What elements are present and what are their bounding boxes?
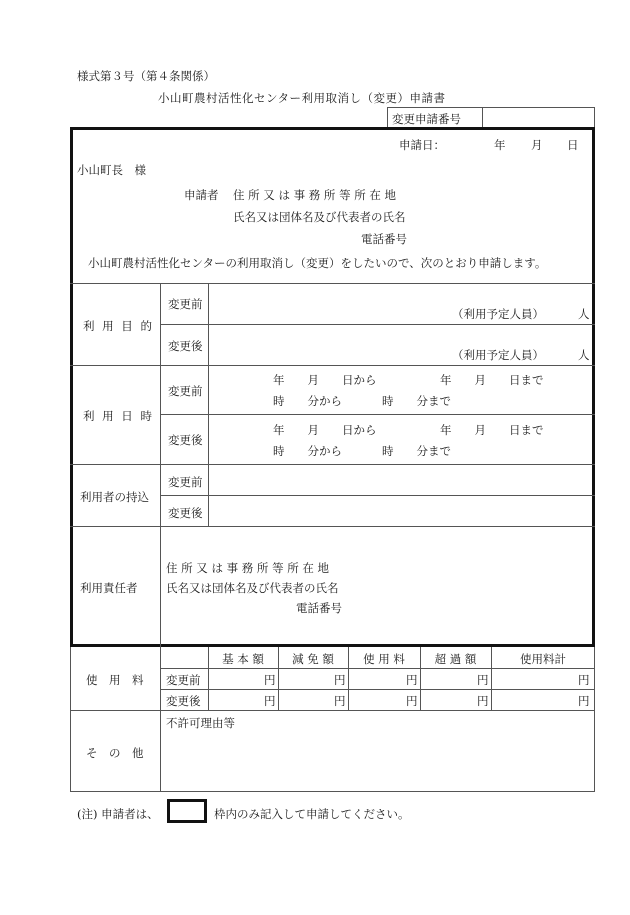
application-statement: 小山町農村活性化センターの利用取消し（変更）をしたいので、次のとおり申請します。: [88, 256, 547, 270]
fee-yen: 円: [264, 673, 276, 687]
people-unit-after: 人: [578, 348, 590, 362]
fee-yen: 円: [578, 673, 590, 687]
datetime-after-to-date: 年 月 日まで: [440, 423, 544, 437]
date-month: 月: [531, 138, 543, 152]
fees-label: 使 用 料: [86, 673, 144, 687]
purpose-label: 利 用 目 的: [83, 319, 154, 333]
date-day: 日: [567, 138, 579, 152]
fee-yen: 円: [334, 673, 346, 687]
responsible-address-label: 住 所 又 は 事 務 所 等 所 在 地: [166, 561, 330, 575]
fee-yen: 円: [406, 673, 418, 687]
thick-frame-sample-icon: [167, 799, 207, 823]
expected-people-label-after: （利用予定人員）: [452, 348, 544, 362]
footer-note-suffix: 枠内のみ記入して申請してください。: [214, 807, 410, 821]
fee-col-usage: 使 用 料: [363, 652, 405, 666]
fee-yen: 円: [477, 694, 489, 708]
applicant-label: 申請者: [184, 188, 219, 202]
applicant-phone-label: 電話番号: [361, 232, 407, 246]
datetime-after-label: 変更後: [168, 433, 203, 447]
datetime-before-from-time: 時 分から: [273, 394, 342, 408]
expected-people-label: （利用予定人員）: [452, 307, 544, 321]
datetime-after-from-date: 年 月 日から: [273, 423, 377, 437]
application-number-label: 変更申請番号: [392, 112, 461, 126]
other-label: そ の 他: [86, 746, 144, 760]
datetime-before-to-date: 年 月 日まで: [440, 373, 544, 387]
fee-row-after-label: 変更後: [166, 694, 201, 708]
purpose-after-field[interactable]: [212, 327, 442, 363]
applicant-address-label: 住 所 又 は 事 務 所 等 所 在 地: [233, 188, 397, 202]
belongings-after-field[interactable]: [212, 498, 590, 524]
addressee: 小山町長 様: [77, 163, 146, 177]
fee-row-before-label: 変更前: [166, 673, 201, 687]
footer-note-prefix: (注) 申請者は、: [77, 807, 159, 821]
belongings-label: 利用者の持込: [80, 490, 149, 504]
fee-yen: 円: [406, 694, 418, 708]
purpose-before-label: 変更前: [168, 297, 203, 311]
application-date-label: 申請日：: [399, 138, 445, 152]
purpose-after-label: 変更後: [168, 339, 203, 353]
responsible-name-label: 氏名又は団体名及び代表者の氏名: [166, 581, 339, 595]
fee-col-reduction: 減 免 額: [292, 652, 334, 666]
datetime-before-to-time: 時 分まで: [382, 394, 451, 408]
responsible-label: 利用責任者: [80, 581, 138, 595]
belongings-before-label: 変更前: [168, 475, 203, 489]
form-number: 様式第３号（第４条関係）: [77, 69, 215, 83]
purpose-before-field[interactable]: [212, 286, 442, 322]
datetime-after-to-time: 時 分まで: [382, 444, 451, 458]
applicant-name-label: 氏名又は団体名及び代表者の氏名: [233, 210, 406, 224]
people-unit: 人: [578, 307, 590, 321]
fee-col-total: 使用料計: [520, 652, 566, 666]
datetime-label: 利 用 日 時: [83, 409, 154, 423]
datetime-before-from-date: 年 月 日から: [273, 373, 377, 387]
responsible-phone-label: 電話番号: [296, 601, 342, 615]
fee-col-basic: 基 本 額: [222, 652, 264, 666]
fee-yen: 円: [578, 694, 590, 708]
belongings-after-label: 変更後: [168, 506, 203, 520]
fee-yen: 円: [264, 694, 276, 708]
datetime-before-label: 変更前: [168, 384, 203, 398]
datetime-after-from-time: 時 分から: [273, 444, 342, 458]
date-year: 年: [494, 138, 506, 152]
belongings-before-field[interactable]: [212, 467, 590, 493]
application-number-field[interactable]: [486, 108, 592, 128]
page-title: 小山町農村活性化センター利用取消し（変更）申請書: [158, 91, 446, 105]
fee-yen: 円: [477, 673, 489, 687]
fee-yen: 円: [334, 694, 346, 708]
fee-col-excess: 超 過 額: [434, 652, 477, 666]
rejection-reason-label: 不許可理由等: [166, 716, 235, 730]
